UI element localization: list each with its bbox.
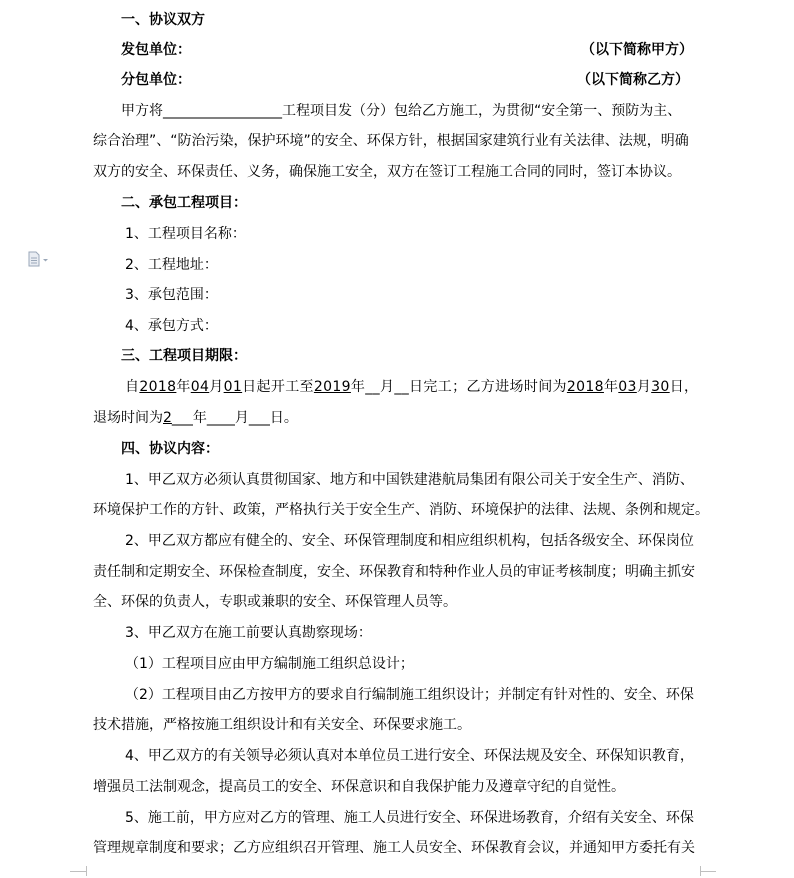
section-4-heading: 四、协议内容： bbox=[121, 441, 219, 457]
project-item-1: 1、工程项目名称： bbox=[125, 226, 246, 242]
period-line-1 bbox=[125, 377, 698, 397]
party-b-label: 分包单位： bbox=[121, 72, 191, 88]
exit-month-blank: ____ bbox=[206, 410, 235, 426]
clause-2-line-2: 责任制和定期安全、环保检查制度，安全、环保教育和特种作业人员的审证考核制度；明确主抓安 bbox=[93, 564, 695, 580]
page-corner-mark-right bbox=[700, 871, 716, 872]
text: 甲方将 bbox=[121, 103, 163, 119]
page-corner-mark-left bbox=[70, 871, 86, 872]
project-name-blank: _________________ bbox=[163, 103, 282, 119]
entry-month: 03 bbox=[618, 379, 637, 395]
text: 日完工；乙方进场时间为 bbox=[409, 379, 567, 395]
text: 自 bbox=[125, 379, 140, 395]
text: 月 bbox=[636, 379, 652, 395]
text: 年 bbox=[350, 379, 366, 395]
exit-year: 2 bbox=[163, 410, 172, 426]
clause-1-line-1: 1、甲乙双方必须认真贯彻国家、地方和中国铁建港航局集团有限公司关于安全生产、消防、 bbox=[125, 472, 694, 488]
clause-2-line-3: 全、环保的负责人，专职或兼职的安全、环保管理人员等。 bbox=[93, 594, 457, 610]
period-line-2 bbox=[93, 408, 298, 428]
paragraph-1-line-3: 双方的安全、环保责任、义务，确保施工安全，双方在签订工程施工合同的同时，签订本协议。 bbox=[93, 164, 681, 180]
text: 日起开工至 bbox=[242, 379, 314, 395]
text: 年 bbox=[176, 379, 191, 395]
clause-4-line-2: 增强员工法制观念，提高员工的安全、环保意识和自我保护能力及遵章守纪的自觉性。 bbox=[93, 779, 625, 795]
text: 月 bbox=[379, 379, 395, 395]
start-year: 2018 bbox=[139, 379, 177, 395]
project-item-3: 3、承包范围： bbox=[125, 287, 218, 303]
clause-3-sub-2-line-1: （2）工程项目由乙方按甲方的要求自行编制施工组织设计；并制定有针对性的、安全、环保 bbox=[125, 687, 694, 703]
clause-1-line-2: 环境保护工作的方针、政策，严格执行关于安全生产、消防、环境保护的法律、法规、条例和规定。 bbox=[93, 502, 709, 518]
party-a-note: （以下简称甲方） bbox=[581, 42, 693, 58]
text: 退场时间为 bbox=[93, 410, 163, 426]
paragraph-1-line-2: 综合治理”、“防治污染，保护环境”的安全、环保方针，根据国家建筑行业有关法律、法规，明确 bbox=[93, 133, 689, 149]
entry-day: 30 bbox=[651, 379, 670, 395]
clause-5-line-2: 管理规章制度和要求；乙方应组织召开管理、施工人员安全、环保教育会议，并通知甲方委托有关 bbox=[93, 840, 695, 856]
entry-year: 2018 bbox=[566, 379, 604, 395]
text: 月 bbox=[209, 379, 224, 395]
exit-year-blank: ___ bbox=[171, 410, 193, 426]
end-month-blank: __ bbox=[365, 379, 380, 395]
text: 日。 bbox=[269, 410, 298, 426]
clause-3-sub-2-line-2: 技术措施，严格按施工组织设计和有关安全、环保要求施工。 bbox=[93, 717, 471, 733]
text: 工程项目发（分）包给乙方施工，为贯彻“安全第一、预防为主、 bbox=[282, 103, 682, 119]
document-icon[interactable] bbox=[28, 251, 52, 267]
party-a-label: 发包单位： bbox=[121, 42, 191, 58]
page-corner-mark-right-v bbox=[700, 866, 701, 876]
clause-4-line-1: 4、甲乙双方的有关领导必须认真对本单位员工进行安全、环保法规及安全、环保知识教育， bbox=[125, 748, 694, 764]
end-year: 2019 bbox=[313, 379, 351, 395]
page-corner-mark-left-v bbox=[86, 866, 87, 876]
exit-day-blank: ___ bbox=[248, 410, 270, 426]
project-item-2: 2、工程地址： bbox=[125, 257, 218, 273]
section-2-heading: 二、承包工程项目： bbox=[121, 195, 247, 211]
text: 年 bbox=[603, 379, 619, 395]
clause-5-line-1: 5、施工前，甲方应对乙方的管理、施工人员进行安全、环保进场教育，介绍有关安全、环保 bbox=[125, 810, 694, 826]
paragraph-1-line-1 bbox=[121, 101, 681, 121]
clause-3-line-1: 3、甲乙双方在施工前要认真勘察现场： bbox=[125, 625, 372, 641]
text: 月 bbox=[234, 410, 249, 426]
end-day-blank: __ bbox=[394, 379, 410, 395]
start-day: 01 bbox=[223, 379, 243, 395]
text: 日， bbox=[669, 379, 699, 395]
party-b-note: （以下简称乙方） bbox=[577, 72, 689, 88]
clause-3-sub-1: （1）工程项目应由甲方编制施工组织总设计； bbox=[125, 656, 414, 672]
section-3-heading: 三、工程项目期限： bbox=[121, 348, 247, 364]
section-1-heading: 一、协议双方 bbox=[121, 12, 205, 28]
text: 年 bbox=[192, 410, 207, 426]
clause-2-line-1: 2、甲乙双方都应有健全的、安全、环保管理制度和相应组织机构，包括各级安全、环保岗位 bbox=[125, 533, 694, 549]
start-month: 04 bbox=[190, 379, 210, 395]
project-item-4: 4、承包方式： bbox=[125, 318, 218, 334]
